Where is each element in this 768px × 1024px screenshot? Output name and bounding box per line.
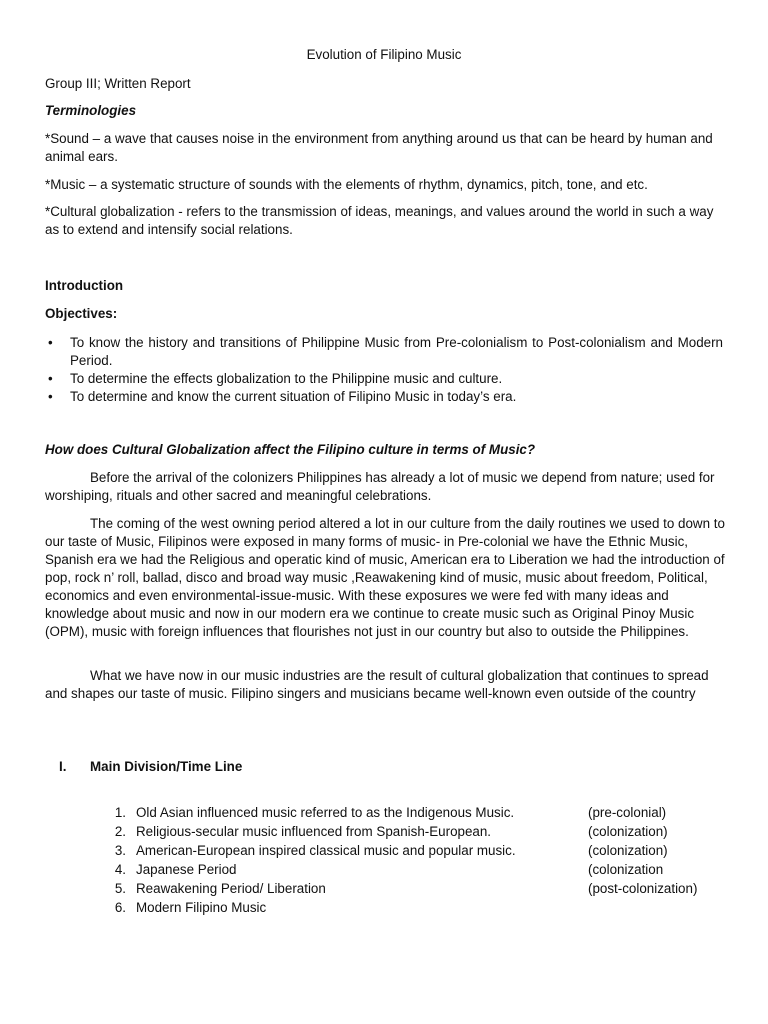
bullet-icon: • [48,389,53,404]
report-subtitle: Group III; Written Report [45,76,191,91]
timeline-period: (colonization) [588,824,668,839]
timeline-number: 6. [114,900,126,915]
objective-text: To determine and know the current situation of Filipino Music in today’s era. [70,389,517,404]
introduction-heading: Introduction [45,278,124,293]
timeline-period: (pre-colonial) [588,805,667,820]
bullet-icon: • [48,371,53,386]
timeline-item [110,880,730,899]
term-sound: *Sound – a wave that causes noise in the environment from anything around us that can be heard by human and animal ears. [45,131,713,164]
timeline-number: 3. [114,843,126,858]
objective-text: To know the history and transitions of Philippine Music from Pre-colonialism to Post-colonialism and Modern Period. [70,335,723,368]
term-music: *Music – a systematic structure of sounds with the elements of rhythm, dynamics, pitch, tone, and etc. [45,177,648,192]
timeline-number: 4. [114,862,126,877]
bullet-icon: • [48,335,53,350]
timeline-label: American-European inspired classical music and popular music. [136,843,516,858]
timeline-item [110,861,730,880]
objective-item [45,388,723,406]
timeline-number: 5. [114,881,126,896]
timeline-period: (post-colonization) [588,881,698,896]
section-number: I. [59,759,67,774]
timeline-label: Reawakening Period/ Liberation [136,881,326,896]
paragraph-industry: What we have now in our music industries are the result of cultural globalization that continues to spread and shapes our taste of music. Filipino singers and musicians became well-known even outside of the country [45,668,709,701]
timeline-item [110,842,730,861]
objective-item [45,370,723,388]
timeline-number: 1. [114,805,126,820]
objective-item [45,334,723,370]
timeline-item [110,804,730,823]
document-title: Evolution of Filipino Music [306,47,462,62]
term-cultural-globalization: *Cultural globalization - refers to the transmission of ideas, meanings, and values around the world in such a way as to extend and intensify social relations. [45,204,714,237]
objective-text: To determine the effects globalization to the Philippine music and culture. [70,371,503,386]
timeline-label: Japanese Period [136,862,237,877]
objectives-heading: Objectives: [45,306,118,321]
paragraph-west-influence: The coming of the west owning period altered a lot in our culture from the daily routines we used to down to our taste of Music, Filipinos were exposed in many forms of music- in Pre-colonial we have the Ethnic Music, Spanish era we had the Religious and operatic kind of music, American era to Liberation we had the introduction of pop, rock n’ roll, ballad, disco and broad way music ,Reawakening kind of music, music about freedom, Political, economics and even environmental-issue-music. With these exposures we were fed with many ideas and knowledge about music and now in our modern era we continue to create music such as Original Pinoy Music (OPM), music with foreign influences that flourishes not just in our country but also to outside the Philippines. [45,516,725,639]
terminologies-heading: Terminologies [45,103,137,118]
section-heading [59,758,242,776]
timeline-label: Religious-secular music influenced from Spanish-European. [136,824,492,839]
timeline-label: Old Asian influenced music referred to as the Indigenous Music. [136,805,515,820]
timeline-period: (colonization) [588,843,668,858]
timeline-period: (colonization [588,862,664,877]
paragraph-precolonial: Before the arrival of the colonizers Philippines has already a lot of music we depend from nature; used for worshiping, rituals and other sacred and meaningful celebrations. [45,470,715,503]
objectives-list [45,334,723,406]
timeline-item [110,823,730,842]
timeline-label: Modern Filipino Music [136,900,267,915]
section-title: Main Division/Time Line [90,759,243,774]
timeline-list [110,804,730,918]
timeline-item [110,899,730,918]
timeline-number: 2. [114,824,126,839]
question-heading: How does Cultural Globalization affect the Filipino culture in terms of Music? [45,442,536,457]
